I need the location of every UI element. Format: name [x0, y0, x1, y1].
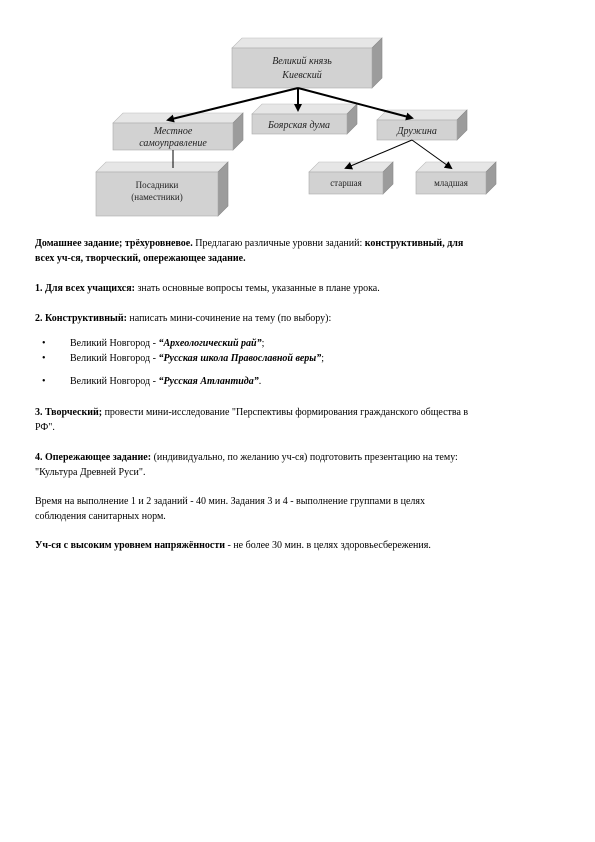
topic-suffix: .	[258, 376, 262, 387]
topic-suffix: ;	[321, 353, 325, 364]
topic-title: “Русская школа Православной веры”	[158, 353, 322, 364]
boyar-duma-box	[252, 104, 357, 134]
task-1-text: знать основные вопросы темы, указанные в плане урока.	[134, 283, 380, 294]
bullet-icon: •	[42, 353, 46, 364]
druzhina-box	[377, 110, 467, 140]
grand-prince-line1: Великий князь	[272, 56, 332, 67]
posadniki-line2: (наместники)	[131, 192, 183, 202]
timing-line1: Время на выполнение 1 и 2 заданий - 40 мин. Задания 3 и 4 - выполнение группами в целях	[35, 496, 426, 507]
topic-prefix: Великий Новгород -	[70, 338, 159, 349]
homework-label: Домашнее задание; трёхуровневое.	[35, 238, 193, 249]
senior-druzhina-box	[309, 162, 393, 194]
topic-suffix: ;	[261, 338, 265, 349]
power-structure-diagram	[0, 0, 595, 230]
task-4-line1: (индивидуально, по желанию уч-ся) подготовить презентацию на тему:	[151, 452, 458, 463]
homework-text: Предлагаю различные уровни заданий:	[192, 238, 365, 249]
posadniki-box	[96, 162, 228, 216]
grand-prince-box	[232, 38, 382, 88]
bullet-icon: •	[42, 338, 46, 349]
local-government-line1: Местное	[153, 126, 193, 137]
topic-title: “Археологический рай”	[158, 338, 262, 349]
senior-druzhina-label: старшая	[330, 178, 362, 188]
health-paragraph	[35, 538, 560, 553]
homework-paragraph	[35, 236, 560, 266]
topic-title: “Русская Атлантида”	[158, 376, 259, 387]
task-3-label: 3. Творческий;	[35, 407, 103, 418]
posadniki-line1: Посадники	[135, 180, 179, 190]
health-text: - не более 30 мин. в целях здоровьесбережения.	[225, 540, 431, 551]
task-3-paragraph	[35, 405, 560, 435]
homework-tail: конструктивный, для	[364, 238, 464, 249]
task-2-paragraph	[35, 311, 560, 326]
topic-prefix: Великий Новгород -	[70, 376, 159, 387]
task-3-line1: провести мини-исследование "Перспективы формирования гражданского общества в	[102, 407, 469, 418]
task-4-line2: "Культура Древней Руси".	[35, 467, 146, 478]
bullet-icon: •	[42, 376, 46, 387]
junior-druzhina-label: младшая	[434, 178, 468, 188]
task-2-text: написать мини-сочинение на тему (по выбору):	[126, 313, 332, 324]
task-4-paragraph	[35, 450, 560, 480]
task-1-paragraph	[35, 281, 560, 296]
task-2-label: 2. Конструктивный:	[35, 313, 127, 324]
health-label: Уч-ся с высоким уровнем напряжённости	[35, 540, 225, 551]
topic-prefix: Великий Новгород -	[70, 353, 159, 364]
task-4-label: 4. Опережающее задание:	[35, 452, 152, 463]
junior-druzhina-box	[416, 162, 496, 194]
task-3-line2: РФ".	[35, 422, 55, 433]
grand-prince-line2: Киевский	[282, 70, 322, 81]
druzhina-label: Дружина	[397, 126, 437, 137]
timing-line2: соблюдения санитарных норм.	[35, 511, 166, 522]
homework-line2: всех уч-ся, творческий, опережающее задание.	[35, 253, 246, 264]
timing-paragraph	[35, 494, 560, 524]
boyar-duma-label: Боярская дума	[268, 120, 330, 131]
local-government-line2: самоуправление	[139, 138, 207, 149]
task-1-label: 1. Для всех учащихся:	[35, 283, 135, 294]
